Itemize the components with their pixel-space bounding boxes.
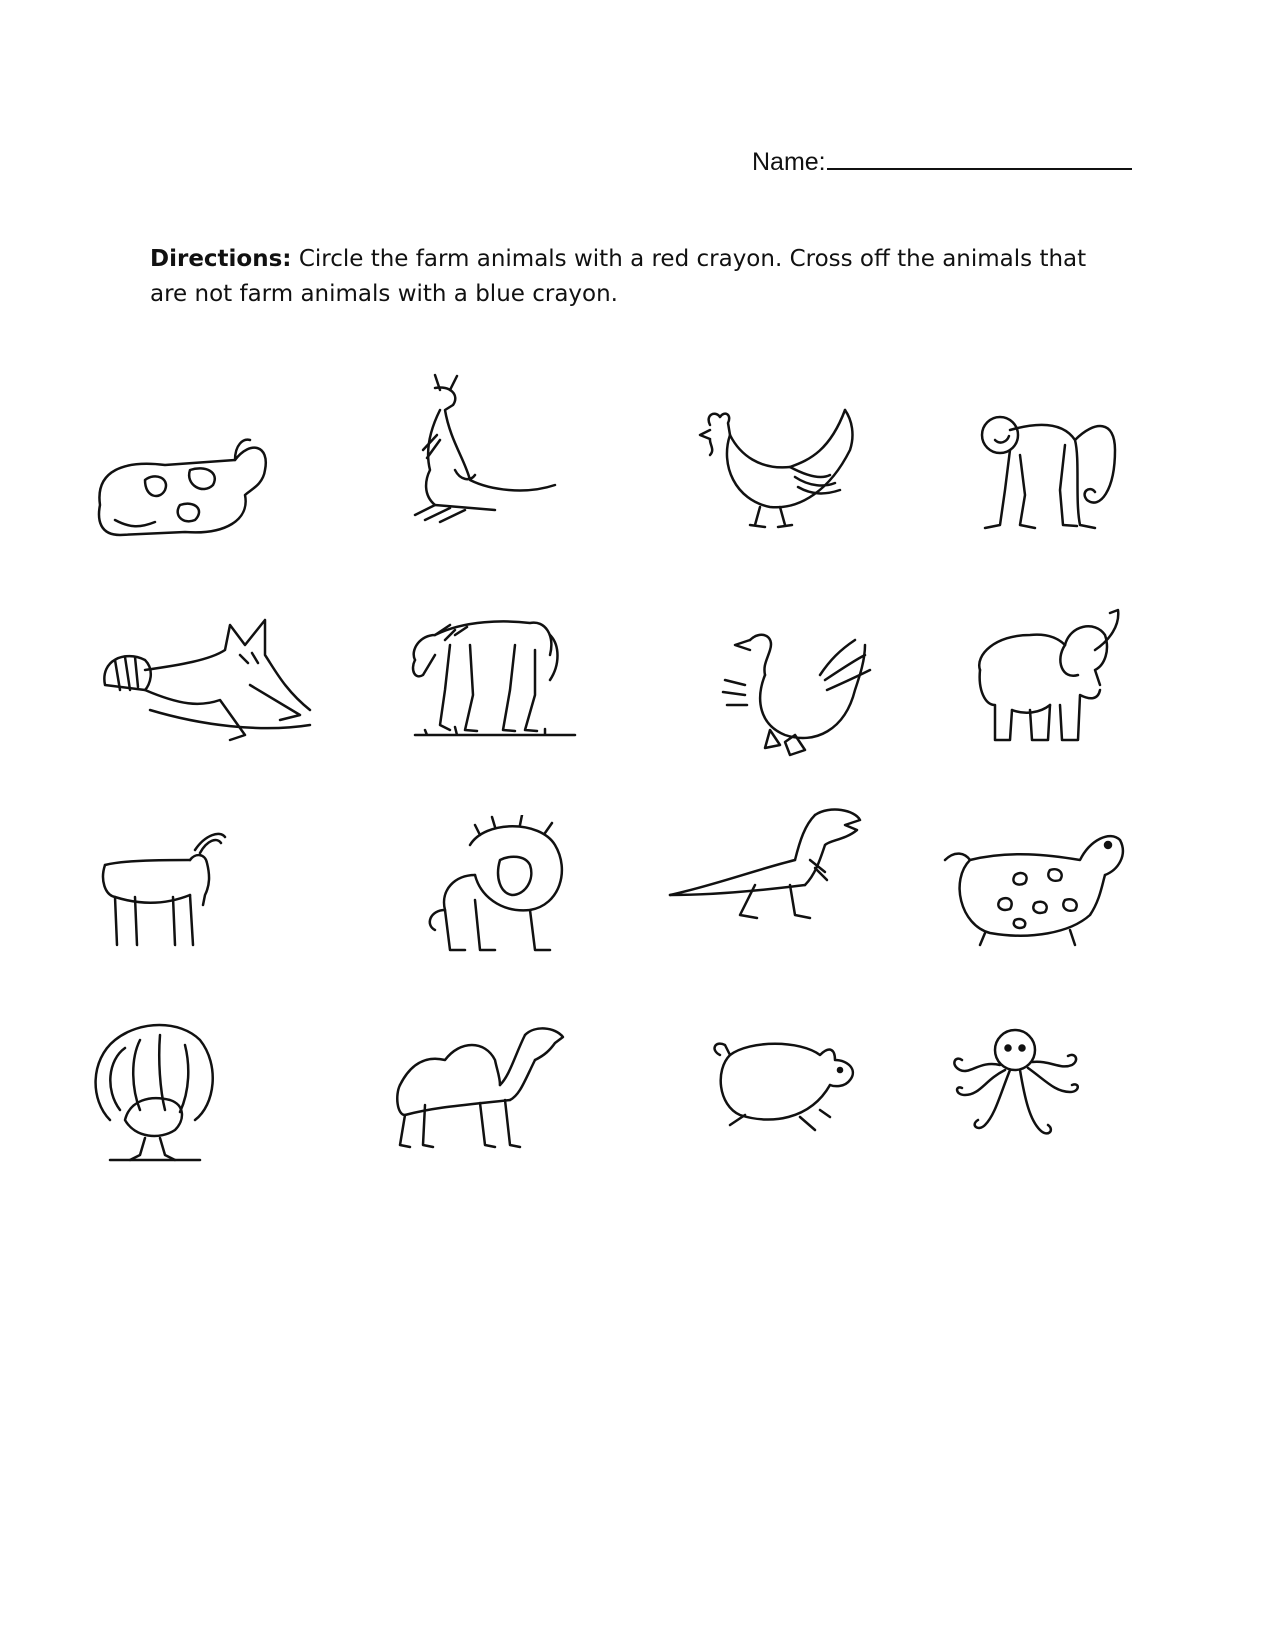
pig-icon (700, 1025, 870, 1145)
lion-icon (420, 815, 620, 965)
fox-icon (100, 615, 320, 745)
turkey-icon (90, 1020, 220, 1170)
name-label: Name: (752, 148, 826, 176)
kangaroo-icon (395, 370, 595, 530)
spotted-cow-icon (940, 815, 1130, 955)
dinosaur-icon (665, 800, 875, 935)
cow-icon (85, 410, 285, 560)
directions-text: Circle the farm animals with a red crayon. Cross off the animals that are not farm animals with a blue crayon. (150, 246, 1087, 307)
directions (150, 242, 1110, 312)
duck-icon (715, 620, 915, 770)
elephant-icon (970, 605, 1170, 755)
name-field[interactable] (752, 146, 1132, 177)
camel-icon (385, 1015, 570, 1155)
name-blank-line[interactable] (827, 146, 1132, 170)
horse-icon (395, 605, 595, 750)
goat-icon (95, 825, 295, 960)
octopus-icon (940, 1020, 1090, 1160)
directions-lead: Directions: (150, 246, 292, 272)
hen-icon (680, 395, 880, 545)
monkey-icon (965, 400, 1165, 550)
